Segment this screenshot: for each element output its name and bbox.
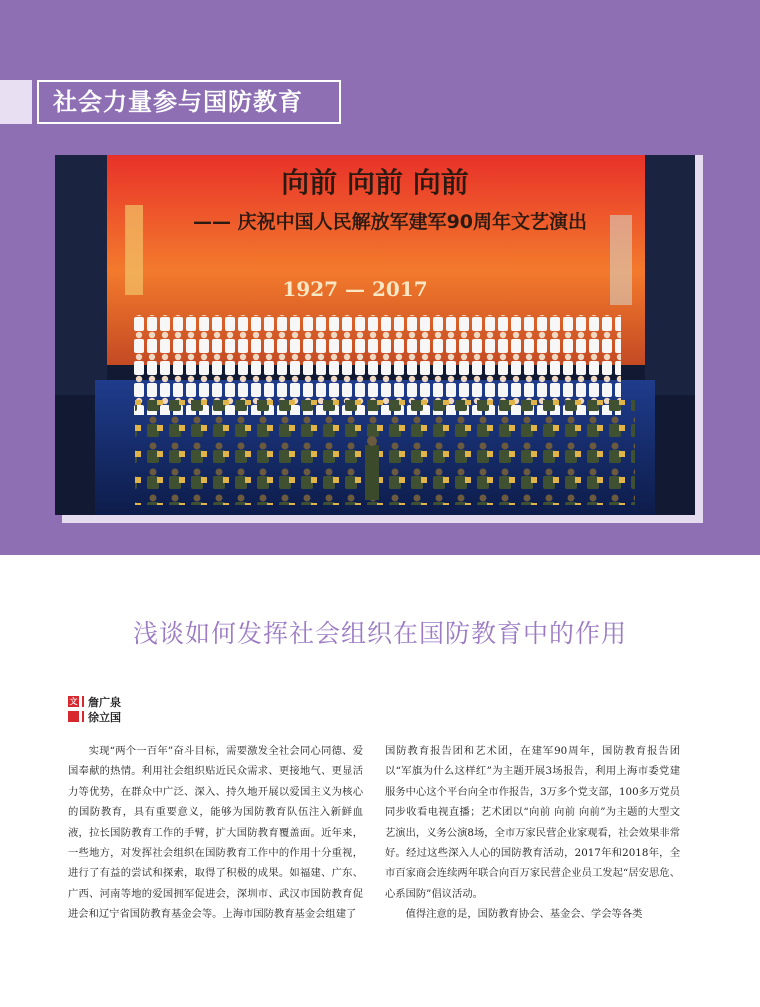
stage-slogan: 向前 向前 向前 <box>281 166 469 199</box>
byline-divider <box>82 711 84 722</box>
article-title: 浅谈如何发挥社会组织在国防教育中的作用 <box>132 619 627 648</box>
body-paragraph: 国防教育报告团和艺术团，在建军90周年，国防教育报告团以“军旗为什么这样红”为主题开展3场报告，利用上海市委党建服务中心这个平台向全市作报告，3万多个党支部，100多万党员同步收看电视直播；艺术团以“向前 向前 向前”为主题的大型文艺演出，义务公演8场，全市万家民营企业家观看，社会效果非常好。经过这些深入人心的国防教育活动，2017年和2018年，全市百家商会连续两年联合向百万家民营企业员工发起“居安思危、心系国防”倡议活动。 <box>385 745 680 900</box>
performance-photo <box>55 155 695 515</box>
byline-divider <box>82 696 84 707</box>
byline-mark <box>68 711 79 722</box>
stage-years: 1927 — 2017 <box>282 277 428 301</box>
author-byline <box>68 694 121 724</box>
body-paragraph: 值得注意的是，国防教育协会、基金会、学会等各类 <box>405 908 643 921</box>
body-column-left <box>68 741 363 925</box>
stage-subtitle: —— 庆祝中国人民解放军建军90周年文艺演出 <box>192 211 588 233</box>
section-tab-stripe <box>0 80 32 124</box>
body-column-right <box>385 741 680 925</box>
byline-mark: 文 <box>69 697 78 706</box>
author-name: 徐立国 <box>88 710 121 724</box>
author-name: 詹广泉 <box>88 695 121 709</box>
section-title: 社会力量参与国防教育 <box>37 80 341 124</box>
body-paragraph: 实现“两个一百年”奋斗目标，需要激发全社会同心同德、爱国奉献的热情。利用社会组织贴近民众需求、更接地气、更显活力等优势，在群众中广泛、深入、持久地开展以爱国主义为核心的国防教育，具有重要意义，能够为国防教育队伍注入新鲜血液，拉长国防教育工作的手臂，扩大国防教育覆盖面。近年来，一些地方，对发挥社会组织在国防教育工作中的作用十分重视，进行了有益的尝试和探索，取得了积极的成果。如福建、广东、广西、河南等地的爱国拥军促进会，深圳市、武汉市国防教育促进会和辽宁省国防教育基金会等。上海市国防教育基金会组建了 <box>68 745 363 921</box>
